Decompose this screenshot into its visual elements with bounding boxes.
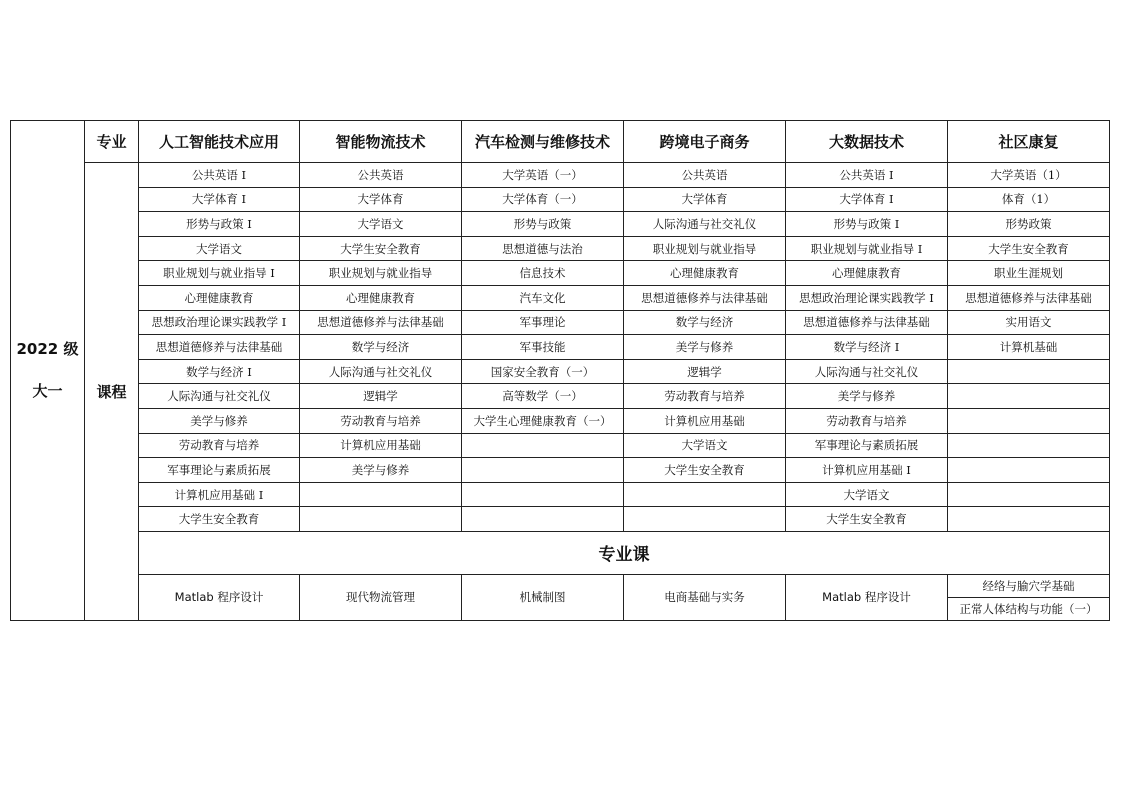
course-cell: 美学与修养 <box>300 458 462 483</box>
course-cell: 形势与政策 I <box>786 212 948 237</box>
major-header-cell: 智能物流技术 <box>300 121 462 163</box>
course-cell: 心理健康教育 <box>624 261 786 286</box>
professional-row <box>11 574 1110 597</box>
course-cell <box>948 384 1110 409</box>
course-cell: 逻辑学 <box>624 359 786 384</box>
header-row <box>11 121 1110 163</box>
course-cell: 职业规划与就业指导 <box>624 236 786 261</box>
course-cell: 大学生安全教育 <box>139 507 300 532</box>
course-cell: 大学语文 <box>786 482 948 507</box>
course-row <box>11 261 1110 286</box>
professional-cell-split: 正常人体结构与功能（一） <box>948 597 1110 620</box>
course-cell <box>948 408 1110 433</box>
course-row <box>11 187 1110 212</box>
course-cell: 逻辑学 <box>300 384 462 409</box>
grade-label: 大一 <box>32 382 63 401</box>
course-row <box>11 507 1110 532</box>
course-cell: 美学与修养 <box>139 408 300 433</box>
course-cell: 劳动教育与培养 <box>300 408 462 433</box>
course-cell <box>948 433 1110 458</box>
professional-header-row <box>11 531 1110 574</box>
course-cell: 职业规划与就业指导 I <box>786 236 948 261</box>
course-cell: 思想道德修养与法律基础 <box>948 285 1110 310</box>
course-cell: 心理健康教育 <box>300 285 462 310</box>
course-cell <box>624 482 786 507</box>
major-header-cell: 人工智能技术应用 <box>139 121 300 163</box>
year-label: 2022 级 <box>16 340 79 359</box>
course-cell: 职业规划与就业指导 I <box>139 261 300 286</box>
course-cell: 公共英语 <box>300 163 462 188</box>
course-cell: 军事技能 <box>462 335 624 360</box>
course-cell: 公共英语 <box>624 163 786 188</box>
course-cell: 思想道德修养与法律基础 <box>139 335 300 360</box>
course-row <box>11 384 1110 409</box>
course-cell: 思想道德修养与法律基础 <box>300 310 462 335</box>
course-cell: 大学语文 <box>624 433 786 458</box>
course-cell: 思想政治理论课实践教学 I <box>139 310 300 335</box>
course-row <box>11 359 1110 384</box>
course-cell: 大学体育（一） <box>462 187 624 212</box>
year-grade-cell <box>11 121 85 621</box>
course-cell: 人际沟通与社交礼仪 <box>786 359 948 384</box>
course-cell: 思想道德修养与法律基础 <box>624 285 786 310</box>
course-cell: 计算机基础 <box>948 335 1110 360</box>
course-cell <box>462 507 624 532</box>
course-cell: 体育（1） <box>948 187 1110 212</box>
course-cell: 军事理论 <box>462 310 624 335</box>
course-cell: 大学体育 I <box>139 187 300 212</box>
course-row <box>11 482 1110 507</box>
course-schedule-table <box>10 120 1110 621</box>
course-cell <box>300 482 462 507</box>
course-row <box>11 212 1110 237</box>
course-cell: 大学语文 <box>300 212 462 237</box>
course-cell: 形势政策 <box>948 212 1110 237</box>
major-header-cell: 跨境电子商务 <box>624 121 786 163</box>
course-row <box>11 163 1110 188</box>
course-cell: 大学英语（1） <box>948 163 1110 188</box>
course-cell <box>624 507 786 532</box>
course-cell: 汽车文化 <box>462 285 624 310</box>
professional-header: 专业课 <box>139 531 1110 574</box>
course-cell <box>300 507 462 532</box>
course-row <box>11 310 1110 335</box>
course-cell: 公共英语 I <box>786 163 948 188</box>
course-cell: 计算机应用基础 I <box>786 458 948 483</box>
course-cell: 数学与经济 <box>300 335 462 360</box>
course-cell: 人际沟通与社交礼仪 <box>300 359 462 384</box>
course-row <box>11 335 1110 360</box>
course-row <box>11 408 1110 433</box>
course-cell: 计算机应用基础 <box>300 433 462 458</box>
course-cell: 职业生涯规划 <box>948 261 1110 286</box>
course-cell: 大学体育 <box>624 187 786 212</box>
course-cell: 人际沟通与社交礼仪 <box>624 212 786 237</box>
course-row <box>11 285 1110 310</box>
course-cell: 思想道德修养与法律基础 <box>786 310 948 335</box>
course-cell: 美学与修养 <box>786 384 948 409</box>
course-cell: 公共英语 I <box>139 163 300 188</box>
course-cell: 信息技术 <box>462 261 624 286</box>
course-cell: 数学与经济 <box>624 310 786 335</box>
course-cell: 心理健康教育 <box>139 285 300 310</box>
course-cell: 心理健康教育 <box>786 261 948 286</box>
course-row <box>11 433 1110 458</box>
major-header-cell: 社区康复 <box>948 121 1110 163</box>
table-body <box>11 121 1110 621</box>
course-cell <box>462 458 624 483</box>
course-cell: 形势与政策 <box>462 212 624 237</box>
course-cell: 国家安全教育（一） <box>462 359 624 384</box>
course-label: 课程 <box>85 163 139 621</box>
major-header-cell: 大数据技术 <box>786 121 948 163</box>
course-cell: 大学语文 <box>139 236 300 261</box>
course-cell: 大学生安全教育 <box>948 236 1110 261</box>
course-cell: 数学与经济 I <box>786 335 948 360</box>
course-cell <box>948 458 1110 483</box>
course-cell: 大学生安全教育 <box>786 507 948 532</box>
course-cell: 大学体育 I <box>786 187 948 212</box>
professional-cell: 现代物流管理 <box>300 574 462 620</box>
course-row <box>11 458 1110 483</box>
course-cell: 高等数学（一） <box>462 384 624 409</box>
course-cell: 大学体育 <box>300 187 462 212</box>
course-cell: 军事理论与素质拓展 <box>139 458 300 483</box>
course-cell: 实用语文 <box>948 310 1110 335</box>
course-cell <box>948 482 1110 507</box>
course-cell: 计算机应用基础 <box>624 408 786 433</box>
professional-cell: 电商基础与实务 <box>624 574 786 620</box>
course-cell: 形势与政策 I <box>139 212 300 237</box>
course-cell: 劳动教育与培养 <box>139 433 300 458</box>
course-cell: 人际沟通与社交礼仪 <box>139 384 300 409</box>
course-cell <box>462 433 624 458</box>
course-cell: 计算机应用基础 I <box>139 482 300 507</box>
course-cell: 数学与经济 I <box>139 359 300 384</box>
course-cell: 军事理论与素质拓展 <box>786 433 948 458</box>
course-cell: 劳动教育与培养 <box>786 408 948 433</box>
course-cell: 思想道德与法治 <box>462 236 624 261</box>
professional-cell: 机械制图 <box>462 574 624 620</box>
course-cell: 美学与修养 <box>624 335 786 360</box>
course-cell <box>948 359 1110 384</box>
course-cell: 思想政治理论课实践教学 I <box>786 285 948 310</box>
course-cell: 大学生安全教育 <box>300 236 462 261</box>
major-header-cell: 汽车检测与维修技术 <box>462 121 624 163</box>
course-cell: 大学生安全教育 <box>624 458 786 483</box>
professional-cell: Matlab 程序设计 <box>139 574 300 620</box>
course-row <box>11 236 1110 261</box>
major-header: 专业 <box>85 121 139 163</box>
course-cell: 劳动教育与培养 <box>624 384 786 409</box>
professional-cell-split: 经络与腧穴学基础 <box>948 574 1110 597</box>
course-cell <box>462 482 624 507</box>
course-cell <box>948 507 1110 532</box>
course-cell: 大学生心理健康教育（一） <box>462 408 624 433</box>
course-cell: 职业规划与就业指导 <box>300 261 462 286</box>
professional-cell: Matlab 程序设计 <box>786 574 948 620</box>
course-cell: 大学英语（一） <box>462 163 624 188</box>
